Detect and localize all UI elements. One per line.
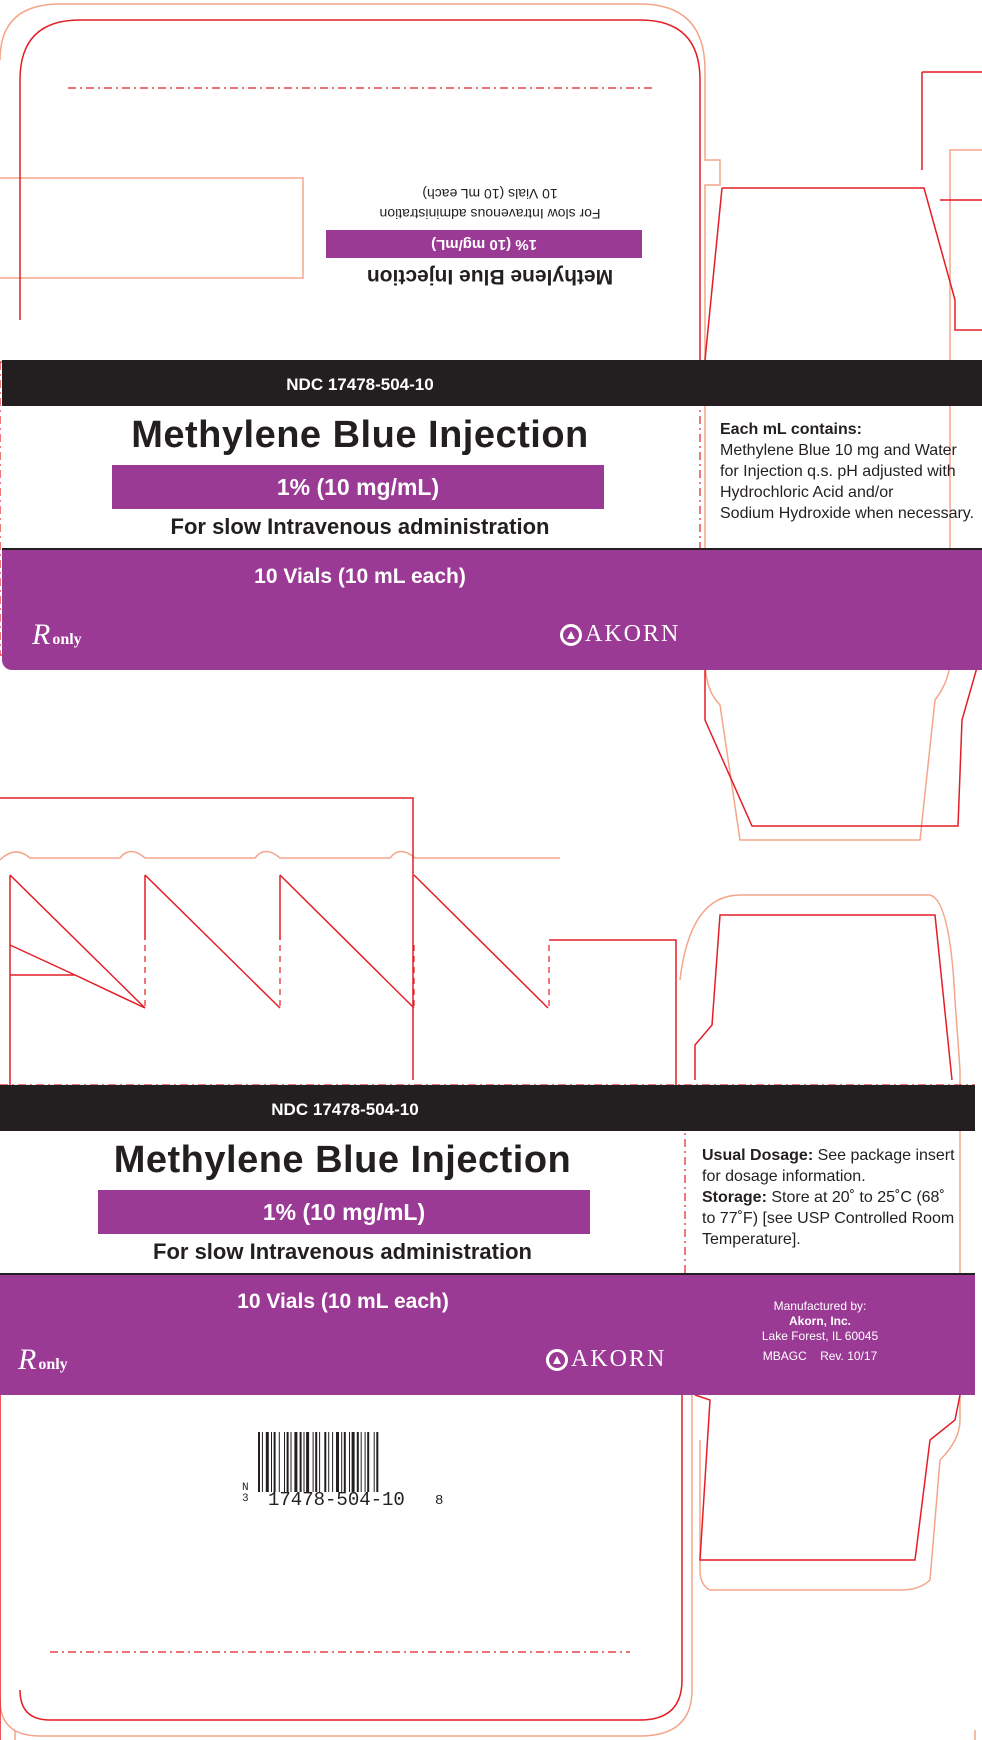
barcode-bar bbox=[376, 1432, 378, 1492]
storage-text-1: Store at 20˚ to 25˚C (68˚ bbox=[766, 1189, 945, 1206]
manufacturer-label: Manufactured by: bbox=[773, 1299, 867, 1313]
barcode-bar bbox=[324, 1432, 326, 1492]
panel2-concentration: 1% (10 mg/mL) bbox=[262, 1198, 426, 1225]
storage-label: Storage: bbox=[702, 1189, 767, 1206]
composition-heading: Each mL contains: bbox=[720, 421, 862, 438]
barcode-check-digit: 8 bbox=[435, 1493, 444, 1509]
barcode-bar bbox=[357, 1432, 359, 1492]
barcode-bar bbox=[306, 1432, 309, 1492]
storage-text-3: Temperature]. bbox=[702, 1231, 801, 1248]
dosage-text-1: See package insert bbox=[813, 1147, 955, 1164]
top-flap-administration: For slow Intravenous administration bbox=[379, 206, 601, 222]
barcode-bar bbox=[365, 1432, 366, 1492]
composition-line-3: Hydrochloric Acid and/or bbox=[720, 484, 894, 501]
panel2-concentration-bar bbox=[98, 1190, 590, 1234]
panel2-ndc: NDC 17478-504-10 bbox=[271, 1100, 419, 1119]
panel1-quantity: 10 Vials (10 mL each) bbox=[254, 565, 466, 588]
barcode-bar bbox=[319, 1432, 320, 1492]
panel2-product-name: Methylene Blue Injection bbox=[113, 1139, 572, 1181]
akorn-wordmark: AKORN bbox=[585, 621, 681, 647]
barcode-bar bbox=[352, 1432, 355, 1492]
barcode-prefix-top: N bbox=[242, 1482, 249, 1494]
barcode-bar bbox=[258, 1432, 260, 1492]
barcode-bar bbox=[344, 1432, 346, 1492]
panel1-akorn-logo bbox=[560, 621, 680, 648]
panel2-administration: For slow Intravenous administration bbox=[153, 1239, 532, 1264]
manufacturer-city: Lake Forest, IL 60045 bbox=[761, 1329, 879, 1343]
barcode-bar bbox=[274, 1432, 276, 1492]
rx-symbol: R bbox=[32, 618, 51, 651]
panel1-rx-only bbox=[32, 618, 82, 652]
barcode-bar bbox=[291, 1432, 292, 1492]
dosage-label: Usual Dosage: bbox=[702, 1147, 814, 1164]
panel2-quantity: 10 Vials (10 mL each) bbox=[237, 1290, 449, 1313]
panel1-composition bbox=[720, 419, 980, 524]
barcode-bar bbox=[300, 1432, 302, 1492]
barcode-number: 17478-504-10 bbox=[268, 1489, 405, 1511]
akorn-mark-icon bbox=[560, 624, 582, 646]
barcode-bar bbox=[367, 1432, 369, 1492]
barcode-bar bbox=[361, 1432, 362, 1492]
barcode-bar bbox=[336, 1432, 339, 1492]
panel2-akorn-logo bbox=[546, 1346, 666, 1373]
top-flap-concentration: 1% (10 mg/mL) bbox=[326, 230, 642, 258]
storage-text-2: to 77˚F) [see USP Controlled Room bbox=[702, 1210, 955, 1227]
top-flap-quantity: 10 Vials (10 mL each) bbox=[422, 186, 558, 202]
barcode-bar bbox=[374, 1432, 375, 1492]
panel1-administration: For slow Intravenous administration bbox=[170, 514, 550, 539]
barcode-bar bbox=[279, 1432, 280, 1492]
barcode-bar bbox=[332, 1432, 333, 1492]
upc-barcode bbox=[258, 1432, 428, 1492]
rx-only-text: only bbox=[52, 631, 82, 648]
panel2-rx-only bbox=[18, 1343, 68, 1377]
panel1-concentration: 1% (10 mg/mL) bbox=[276, 473, 440, 500]
manufacturer-revision: Rev. 10/17 bbox=[820, 1349, 878, 1363]
dosage-text-2: for dosage information. bbox=[702, 1168, 866, 1185]
manufacturer-block bbox=[715, 1299, 925, 1364]
barcode-bar bbox=[271, 1432, 272, 1492]
barcode-bar bbox=[349, 1432, 350, 1492]
manufacturer-company: Akorn, Inc. bbox=[788, 1314, 851, 1328]
manufacturer-code: MBAGC bbox=[762, 1349, 807, 1363]
rx-symbol-2: R bbox=[18, 1343, 37, 1376]
barcode-bar bbox=[294, 1432, 297, 1492]
rx-only-text-2: only bbox=[38, 1356, 68, 1373]
panel1-concentration-bar bbox=[112, 465, 604, 509]
barcode-bar bbox=[266, 1432, 269, 1492]
top-flap-inverted bbox=[320, 180, 660, 288]
barcode-prefix bbox=[242, 1483, 249, 1505]
barcode-bar bbox=[287, 1432, 289, 1492]
panel1-ndc: NDC 17478-504-10 bbox=[286, 375, 434, 394]
top-flap-title: Methylene Blue Injection bbox=[366, 265, 614, 288]
akorn-mark-icon-2 bbox=[546, 1349, 568, 1371]
barcode-bar bbox=[341, 1432, 342, 1492]
barcode-bar bbox=[284, 1432, 285, 1492]
barcode-bar bbox=[304, 1432, 305, 1492]
panel1-product-name: Methylene Blue Injection bbox=[131, 414, 589, 456]
barcode-bar bbox=[315, 1432, 317, 1492]
panel2-dosage-storage bbox=[702, 1145, 972, 1250]
barcode-bar bbox=[313, 1432, 314, 1492]
akorn-wordmark-2: AKORN bbox=[571, 1346, 667, 1372]
barcode-prefix-bottom: 3 bbox=[242, 1493, 249, 1505]
composition-line-1: Methylene Blue 10 mg and Water bbox=[720, 442, 957, 459]
barcode-bar bbox=[262, 1432, 263, 1492]
barcode-bar bbox=[328, 1432, 329, 1492]
composition-line-4: Sodium Hydroxide when necessary. bbox=[720, 505, 975, 522]
composition-line-2: for Injection q.s. pH adjusted with bbox=[720, 463, 956, 480]
